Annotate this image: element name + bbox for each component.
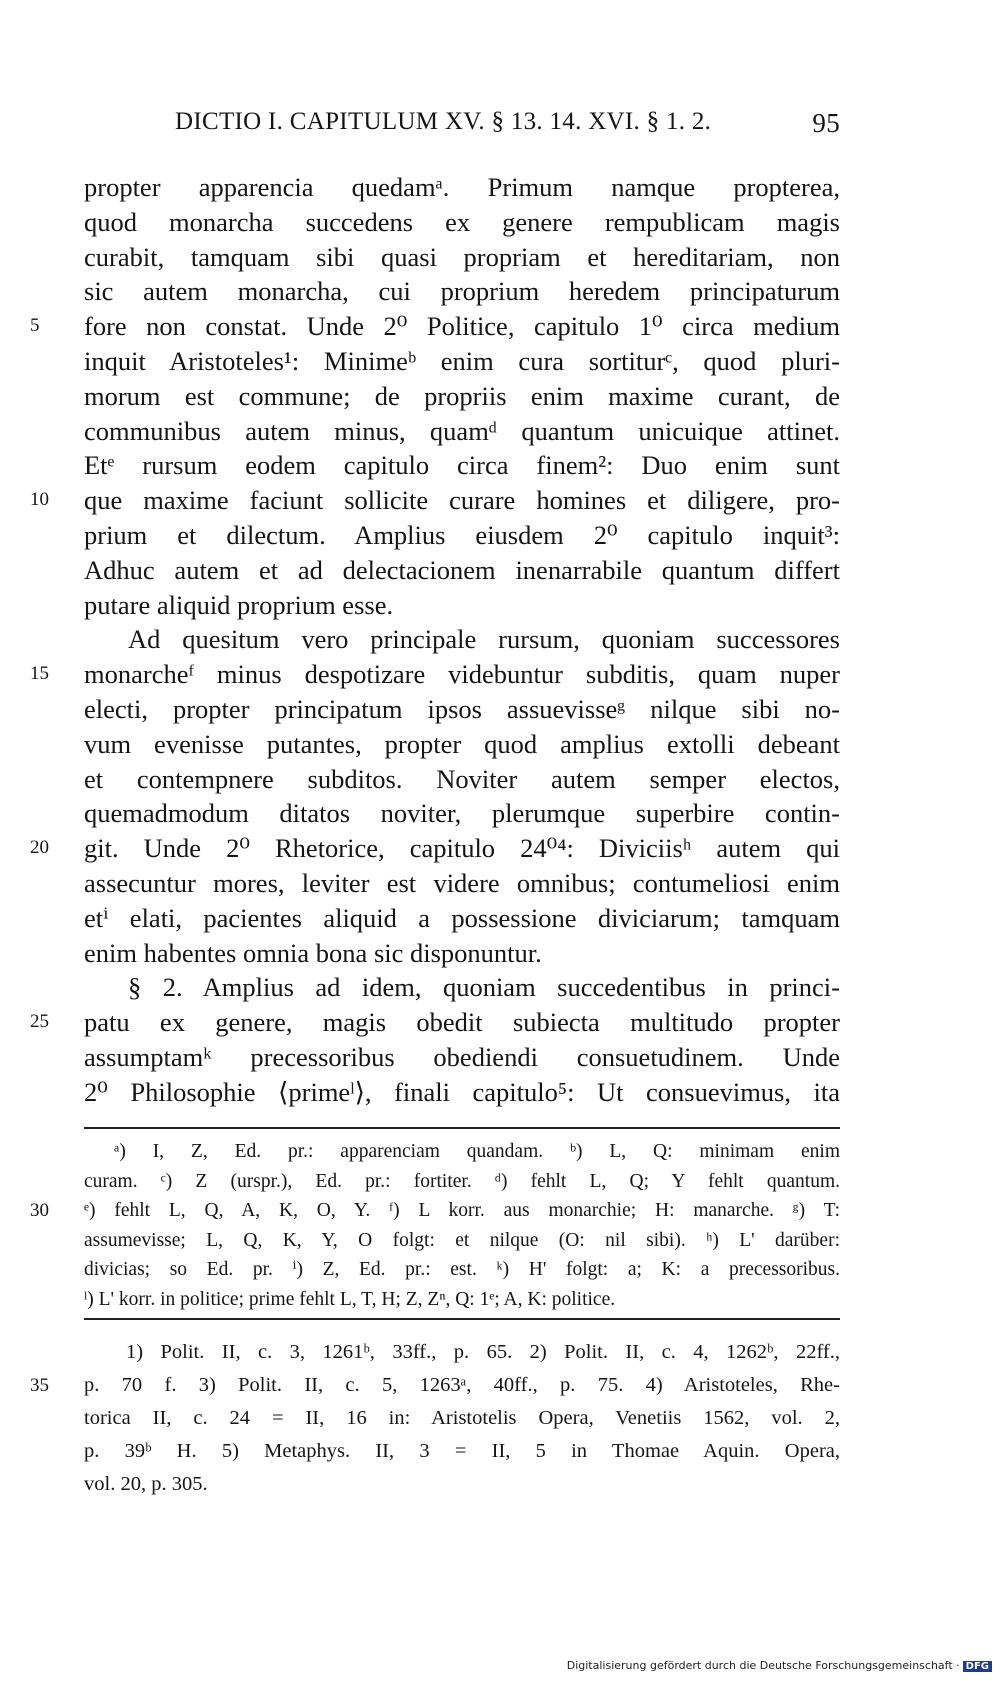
source-line <box>84 1468 840 1501</box>
text-line <box>30 831 840 866</box>
variant-apparatus <box>30 1137 840 1314</box>
page-number: 95 <box>812 108 840 138</box>
line-number: 25 <box>30 1011 49 1033</box>
line-text: ᵉ) fehlt L, Q, A, K, O, Y. ᶠ) L korr. aus monarchie; H: manarche. ᵍ) T: <box>84 1200 840 1221</box>
text-line <box>84 1075 840 1110</box>
source-line <box>84 1402 840 1435</box>
line-text: que maxime faciunt sollicite curare homines et diligere, pro- <box>84 485 840 516</box>
text-line <box>84 553 840 588</box>
line-number: 35 <box>30 1375 49 1396</box>
line-text: 1) Polit. II, c. 3, 1261ᵇ, 33ff., p. 65. 2) Polit. II, c. 4, 1262ᵇ, 22ff., <box>126 1341 840 1363</box>
text-line <box>84 970 840 1005</box>
note-line <box>84 1167 840 1197</box>
note-line <box>84 1285 840 1315</box>
credit-text: Digitalisierung gefördert durch die Deutsche Forschungsgemeinschaft · <box>566 1659 960 1672</box>
line-text: Adhuc autem et ad delectacionem inenarrabile quantum differt <box>84 554 840 585</box>
line-text: torica II, c. 24 = II, 16 in: Aristotelis Opera, Venetiis 1562, vol. 2, <box>84 1407 840 1429</box>
text-line <box>84 866 840 901</box>
line-text: git. Unde 2⁰ Rhetorice, capitulo 24⁰⁴: Diviciisʰ autem qui <box>84 833 840 864</box>
line-text: Ad quesitum vero principale rursum, quoniam successores <box>128 624 840 655</box>
line-text: fore non constat. Unde 2⁰ Politice, capitulo 1⁰ circa medium <box>84 311 840 342</box>
line-number: 15 <box>30 663 49 685</box>
line-text: propter apparencia quedamᵃ. Primum namque propterea, <box>84 172 840 202</box>
footnote-rule <box>84 1127 840 1129</box>
line-text: patu ex genere, magis obedit subiecta multitudo propter <box>84 1007 840 1038</box>
note-line <box>84 1226 840 1256</box>
text-line <box>84 936 840 971</box>
text-line <box>84 901 840 936</box>
line-text: vol. 20, p. 305. <box>84 1473 208 1495</box>
line-text: p. 70 f. 3) Polit. II, c. 5, 1263ᵃ, 40ff., p. 75. 4) Aristoteles, Rhe- <box>84 1374 840 1396</box>
line-text: ᵃ) I, Z, Ed. pr.: apparenciam quandam. ᵇ) L, Q: minimam enim <box>114 1141 840 1162</box>
line-text: putare aliquid proprium esse. <box>84 589 394 620</box>
line-text: ˡ) L' korr. in politice; prime fehlt L, T, H; Z, Zⁿ, Q: 1ᵉ; A, K: politice. <box>84 1288 616 1310</box>
text-line <box>84 240 840 275</box>
text-line <box>84 344 840 379</box>
line-text: curabit, tamquam sibi quasi propriam et hereditariam, non <box>84 241 840 272</box>
text-line <box>84 727 840 762</box>
line-text: monarcheᶠ minus despotizare videbuntur subditis, quam nuper <box>84 659 840 690</box>
text-line <box>84 692 840 727</box>
text-line <box>84 622 840 657</box>
line-text: Etᵉ rursum eodem capitulo circa finem²: Duo enim sunt <box>84 450 840 481</box>
line-text: quod monarcha succedens ex genere rempublicam magis <box>84 206 840 237</box>
line-text: assecuntur mores, leviter est videre omnibus; contumeliosi enim <box>84 867 840 898</box>
text-line <box>84 588 840 623</box>
note-line <box>30 1196 840 1226</box>
line-text: vum evenisse putantes, propter quod amplius extolli debeant <box>84 728 840 759</box>
line-text: curam. ᶜ) Z (urspr.), Ed. pr.: fortiter. ᵈ) fehlt L, Q; Y fehlt quantum. <box>84 1170 840 1192</box>
line-text: communibus autem minus, quamᵈ quantum unicuique attinet. <box>84 415 840 446</box>
line-text: morum est commune; de propriis enim maxime curant, de <box>84 380 840 411</box>
line-text: quemadmodum ditatos noviter, plerumque superbire contin- <box>84 798 840 829</box>
line-text: inquit Aristoteles¹: Minimeᵇ enim cura sortiturᶜ, quod pluri- <box>84 345 840 376</box>
text-line <box>30 657 840 692</box>
line-number: 20 <box>30 837 49 859</box>
text-line <box>84 762 840 797</box>
line-text: divicias; so Ed. pr. ⁱ) Z, Ed. pr.: est. ᵏ) H' folgt: a; K: a precessoribus. <box>84 1259 840 1280</box>
running-header <box>175 108 840 144</box>
text-line <box>30 483 840 518</box>
note-line <box>84 1137 840 1167</box>
running-title: DICTIO I. CAPITULUM XV. § 13. 14. XVI. § 1. 2. <box>175 108 712 135</box>
source-line <box>84 1435 840 1468</box>
source-line <box>30 1369 840 1402</box>
note-line <box>84 1255 840 1285</box>
line-text: etⁱ elati, pacientes aliquid a possessione diviciarum; tamquam <box>84 902 840 933</box>
text-line <box>84 1040 840 1075</box>
text-line <box>84 796 840 831</box>
text-line <box>84 170 840 205</box>
line-number: 5 <box>30 315 40 337</box>
line-text: p. 39ᵇ H. 5) Metaphys. II, 3 = II, 5 in Thomae Aquin. Opera, <box>84 1440 840 1462</box>
line-number: 10 <box>30 489 49 511</box>
line-text: electi, propter principatum ipsos assuevisseᵍ nilque sibi no- <box>84 693 840 724</box>
sources-rule <box>84 1318 840 1320</box>
line-text: 2⁰ Philosophie ⟨primeˡ⟩, finali capitulo⁵: Ut consuevimus, ita <box>84 1076 840 1107</box>
dfg-logo: DFG <box>963 1661 992 1672</box>
main-text <box>30 170 840 1110</box>
line-text: assumevisse; L, Q, K, Y, O folgt: et nilque (O: nil sibi). ʰ) L' darüber: <box>84 1229 840 1251</box>
line-text: sic autem monarcha, cui proprium heredem principaturum <box>84 276 840 307</box>
line-text: § 2. Amplius ad idem, quoniam succedentibus in princi- <box>128 972 840 1003</box>
line-text: assumptamᵏ precessoribus obediendi consuetudinem. Unde <box>84 1041 840 1072</box>
source-line <box>84 1336 840 1369</box>
text-line <box>30 309 840 344</box>
text-line <box>84 379 840 414</box>
text-line <box>84 274 840 309</box>
text-line <box>30 1005 840 1040</box>
source-apparatus <box>30 1336 840 1501</box>
text-line <box>84 518 840 553</box>
text-line <box>84 448 840 483</box>
text-line <box>84 414 840 449</box>
line-number: 30 <box>30 1200 49 1221</box>
line-text: enim habentes omnia bona sic disponuntur. <box>84 937 542 968</box>
line-text: et contempnere subditos. Noviter autem semper electos, <box>84 763 840 794</box>
line-text: prium et dilectum. Amplius eiusdem 2⁰ capitulo inquit³: <box>84 519 840 550</box>
text-line <box>84 205 840 240</box>
digitization-credit <box>567 1659 992 1675</box>
